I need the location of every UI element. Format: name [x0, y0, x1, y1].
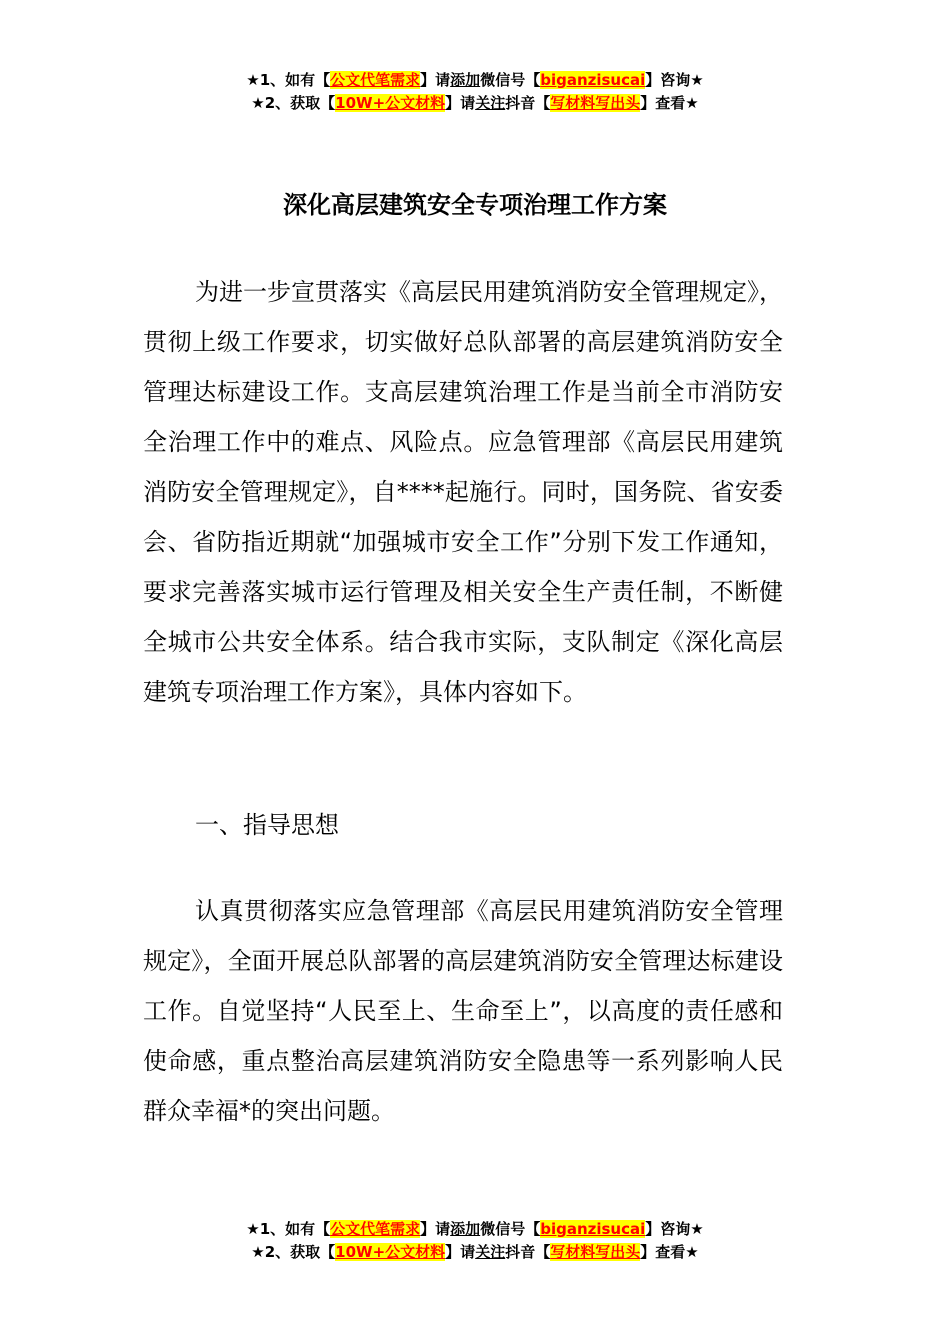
promo-text: 2、获取【 [264, 94, 336, 112]
promo-highlight-materials: 10W+公文材料 [335, 94, 446, 112]
promo-highlight-douyin: 写材料写出头 [550, 94, 641, 112]
promo-underlined: 关注 [475, 94, 506, 112]
promo-text: 】咨询 [645, 71, 691, 89]
promo-text: 微信号【 [480, 1220, 541, 1238]
promo-text: 微信号【 [480, 71, 541, 89]
promo-highlight-service: 公文代笔需求 [330, 71, 421, 89]
star-icon: ★ [246, 71, 260, 89]
promo-highlight-materials: 10W+公文材料 [335, 1243, 446, 1261]
star-icon: ★ [690, 71, 704, 89]
intro-paragraph: 为进一步宣贯落实《高层民用建筑消防安全管理规定》，贯彻上级工作要求，切实做好总队部署的高层建筑消防安全管理达标建设工作。支高层建筑治理工作是当前全市消防安全治理工作中的难点、风险点。应急管理部《高层民用建筑消防安全管理规定》，自****起施行。同时，国务院、省安委会、省防指近期就“加强城市安全工作”分别下发工作通知，要求完善落实城市运行管理及相关安全生产责任制，不断健全城市公共安全体系。结合我市实际，支队制定《深化高层建筑专项治理工作方案》，具体内容如下。 [143, 278, 783, 706]
promo-text: 抖音【 [505, 94, 551, 112]
promo-line-2 [0, 1241, 950, 1264]
promo-text: 】请 [445, 94, 476, 112]
promo-underlined: 添加 [450, 71, 481, 89]
promo-text: 1、如有【 [259, 1220, 331, 1238]
star-icon: ★ [251, 94, 265, 112]
section-paragraph: 认真贯彻落实应急管理部《高层民用建筑消防安全管理规定》，全面开展总队部署的高层建筑消防安全管理达标建设工作。自觉坚持“人民至上、生命至上”，以高度的责任感和使命感，重点整治高层建筑消防安全隐患等一系列影响人民群众幸福*的突出问题。 [143, 897, 783, 1125]
promo-highlight-douyin: 写材料写出头 [550, 1243, 641, 1261]
promo-highlight-wechat: biganzisucai [540, 71, 646, 89]
promo-line-1 [0, 69, 950, 92]
promo-text: 】查看 [640, 1243, 686, 1261]
promo-line-2 [0, 92, 950, 115]
star-icon: ★ [685, 94, 699, 112]
promo-text: 】咨询 [645, 1220, 691, 1238]
promo-text: 抖音【 [505, 1243, 551, 1261]
promo-text: 】查看 [640, 94, 686, 112]
promo-underlined: 添加 [450, 1220, 481, 1238]
promo-text: 】请 [420, 1220, 451, 1238]
document-title: 深化高层建筑安全专项治理工作方案 [283, 191, 667, 219]
star-icon: ★ [685, 1243, 699, 1261]
promo-line-1 [0, 1218, 950, 1241]
section-heading: 一、指导思想 [195, 811, 339, 839]
promo-highlight-service: 公文代笔需求 [330, 1220, 421, 1238]
promo-highlight-wechat: biganzisucai [540, 1220, 646, 1238]
star-icon: ★ [690, 1220, 704, 1238]
promo-text: 】请 [420, 71, 451, 89]
star-icon: ★ [251, 1243, 265, 1261]
promo-footer [0, 1218, 950, 1264]
promo-underlined: 关注 [475, 1243, 506, 1261]
promo-text: 2、获取【 [264, 1243, 336, 1261]
promo-header [0, 69, 950, 115]
promo-text: 1、如有【 [259, 71, 331, 89]
star-icon: ★ [246, 1220, 260, 1238]
promo-text: 】请 [445, 1243, 476, 1261]
